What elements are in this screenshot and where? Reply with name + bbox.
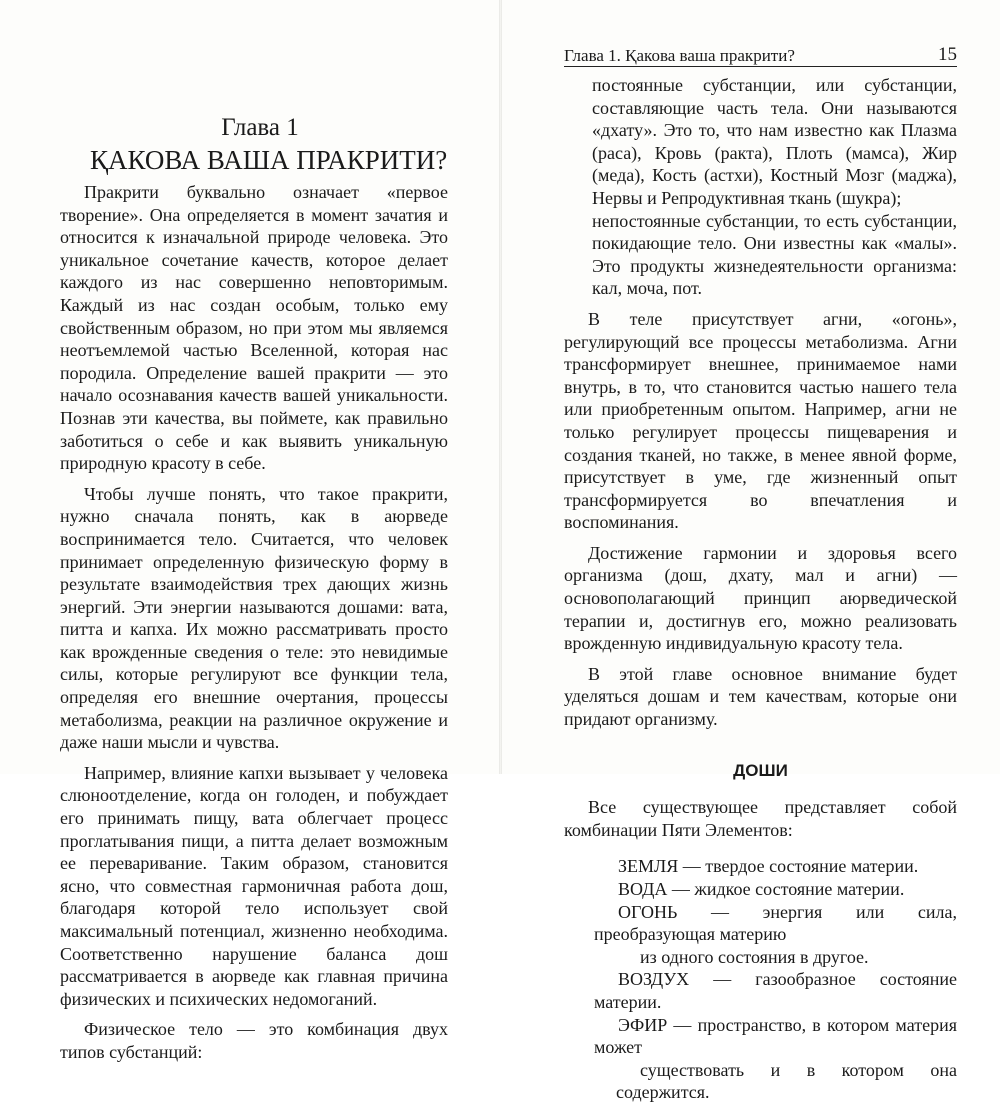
running-head-title: Глава 1. Қакова ваша пракрити? [564,46,795,65]
left-page [0,0,500,1062]
element-desc: — газообразное состояние материи. [594,969,957,1012]
element-desc: — жидкое состояние материи. [667,879,905,899]
section-heading: ДОШИ [733,760,788,780]
element-desc-cont: из одного состояния в другое. [640,946,869,967]
element-desc: — энергия или сила, преобразующая материю [594,901,957,945]
element-item [594,1014,957,1104]
element-desc: — твердое состояние материи. [678,856,919,877]
elements-list [564,855,957,1104]
paragraph: В этой главе основное внимание будет уделяться дошам и тем качествам, которые они придают организму. [564,663,957,730]
element-term: ВОЗДУХ [618,969,690,990]
element-item [594,855,957,878]
right-page-text [564,74,957,1104]
chapter-label: Глава 1 [221,114,299,141]
element-term: ОГОНЬ [618,901,678,922]
element-term: ЗЕМЛЯ [618,856,679,877]
running-header [564,44,957,67]
element-term: ВОДА [618,879,668,899]
paragraph: постоянные субстанции, или субстанции, составляющие часть тела. Они называются «дхату». Это то, что нам известно как Плазма (раса), Кровь (ракта), Плоть (мамса), Жир (меда), Кость (астхи), Костный Мозг (маджа), Нервы и Репродуктивная ткань (шукра); [592,75,957,208]
paragraph: Чтобы лучше понять, что такое пракрити, нужно сначала понять, как в аюрведе воспринимается тело. Считается, что человек принимает определенную физическую форму в результате взаимодействия трех дающих жизнь энергий. Эти энергии называются дошами: вата, питта и капха. Их можно рассматривать просто как врожденные сведения о теле: это невидимые силы, которые регулируют все функции тела, определяя его внешние очертания, процессы метаболизма, реакции на различное окружение и даже наши мысли и чувства. [60,483,448,753]
paragraph: Например, влияние капхи вызывает у человека слюноотделение, когда он голоден, и побуждает его принимать пищу, вата облегчает процесс проглатывания пищи, а питта делает возможным ее переваривание. Таким образом, становится ясно, что совместная гармоничная работа дош, благодаря которой тело использует свой максимальный потенциал, жизненно необходима. Соответственно нарушение баланса дош рассматривается в аюрведе как главная причина физических и психических недомоганий. [60,762,448,1009]
left-page-text [60,181,448,1064]
element-term: ЭФИР [618,1014,668,1035]
section-intro: Все существующее представляет собой комбинации Пяти Элементов: [564,797,957,840]
element-item [594,901,957,969]
paragraph: Достижение гармонии и здоровья всего организма (дош, дхату, мал и агни) — основополагающий принцип аюрведической терапии и, достигнув его, можно реализовать врожденную индивидуальную красоту тела. [564,542,957,654]
element-item [594,878,957,901]
right-page [502,0,1000,1103]
paragraph: Физическое тело — это комбинация двух типов субстанций: [60,1019,448,1062]
element-item [594,968,957,1013]
element-desc-cont: существовать и в котором она содержится. [616,1059,957,1103]
page-number: 15 [938,44,957,65]
chapter-title: ҚАКОВА ВАША ПРАКРИТИ? [90,145,448,175]
paragraph: Пракрити буквально означает «первое творение». Она определяется в момент зачатия и относится к изначальной природе человека. Это уникальное сочетание качеств, которое делает каждого из нас совершенно неповторимым. Каждый из нас создан особым, только ему свойственным образом, но при этом мы являемся неотъемлемой частью Вселенной, которая нас породила. Определение вашей пракрити — это начало осознавания качеств вашей уникальности. Познав эти качества, вы поймете, как правильно заботиться о себе и как выявить уникальную природную красоту в себе. [60,182,448,474]
paragraph: В теле присутствует агни, «огонь», регулирующий все процессы метаболизма. Агни трансформирует внешнее, принимаемое нами внутрь, в то, что становится частью нашего тела или приобретенным опытом. Например, агни не только регулирует процессы пищеварения и создания тканей, но также, в менее явной форме, присутствует в уме, где жизненный опыт трансформируется во впечатления и воспоминания. [564,308,957,533]
element-desc: — пространство, в котором материя может [594,1014,957,1058]
chapter-title-block [90,112,448,176]
paragraph: непостоянные субстанции, то есть субстанции, покидающие тело. Они известны как «малы». Это продукты жизнедеятельности организма: кал, моча, пот. [592,210,957,299]
